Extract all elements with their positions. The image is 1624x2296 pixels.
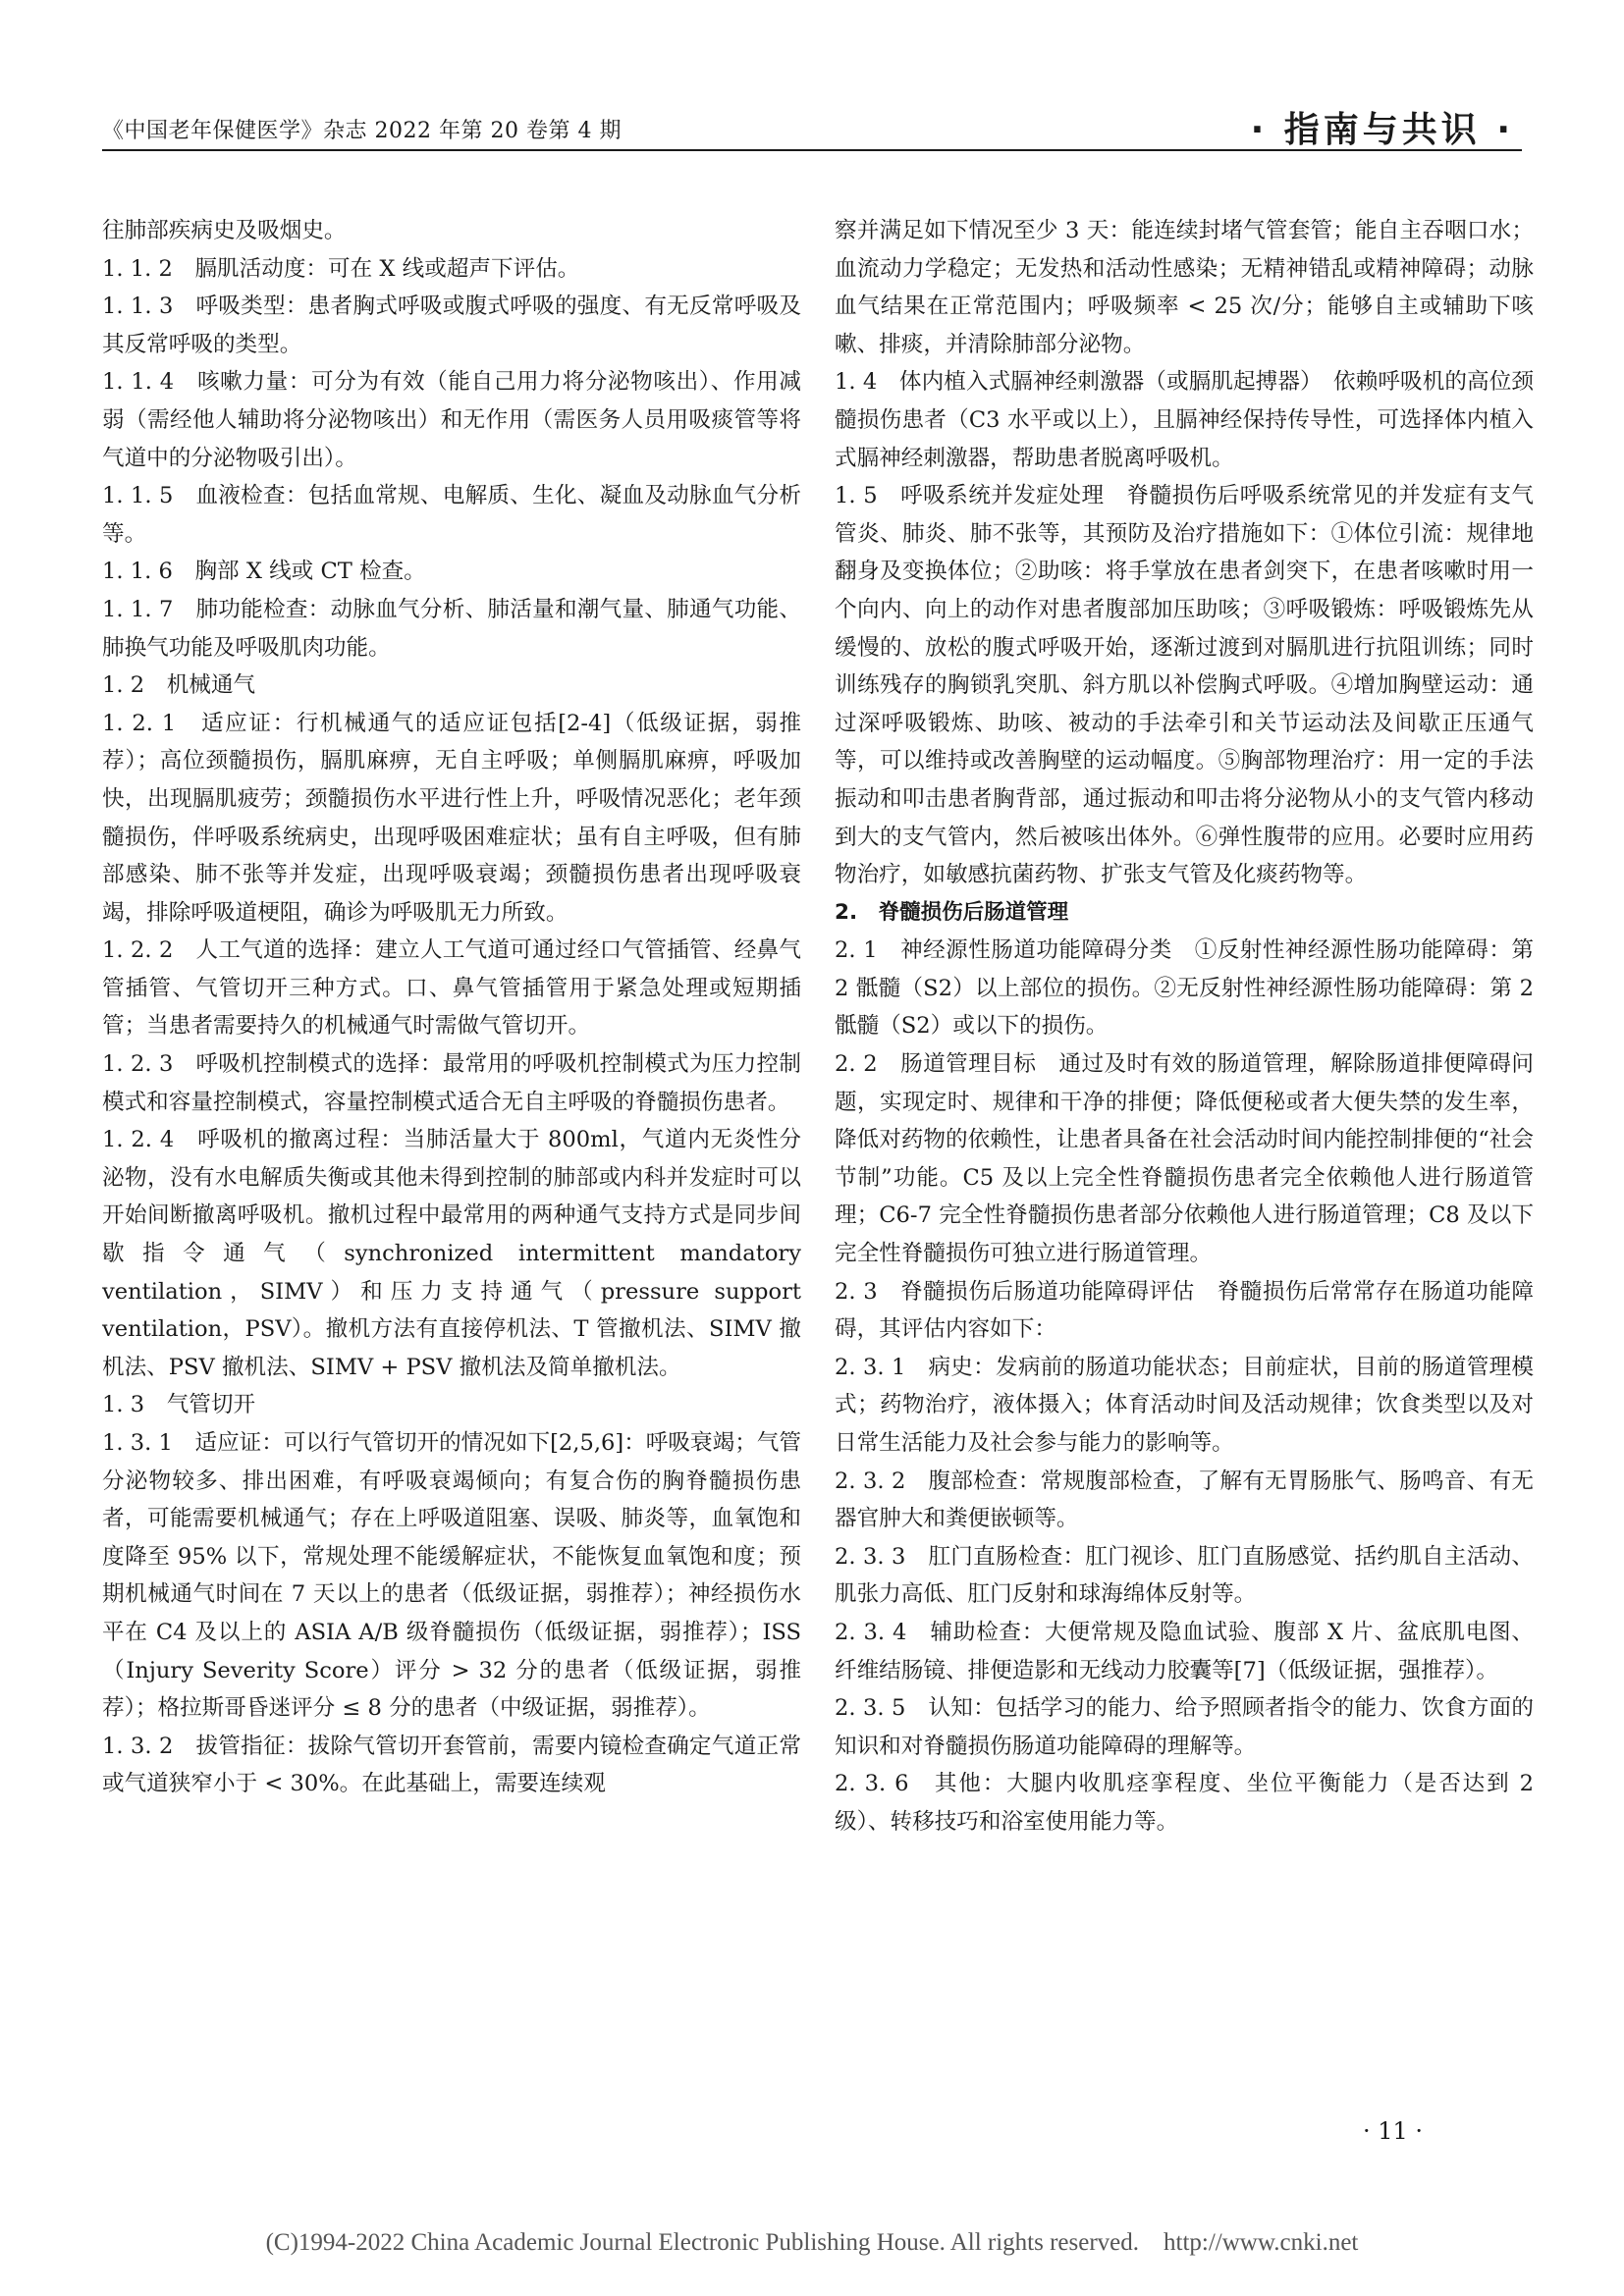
- paragraph: 1. 2. 1 适应证：行机械通气的适应证包括[2-4]（低级证据，弱推荐）；高位颈髓损伤，膈肌麻痹，无自主呼吸；单侧膈肌麻痹，呼吸加快，出现膈肌疲劳；颈髓损伤水平进行性上升，呼吸情况恶化；老年颈髓损伤，伴呼吸系统病史，出现呼吸困难症状；虽有自主呼吸，但有肺部感染、肺不张等并发症，出现呼吸衰竭；颈髓损伤患者出现呼吸衰竭，排除呼吸道梗阻，确诊为呼吸肌无力所致。: [102, 710, 801, 926]
- paragraph: 2. 3. 4 辅助检查：大便常规及隐血试验、腹部 X 片、盆底肌电图、纤维结肠镜、排便造影和无线动力胶囊等[7]（低级证据，强推荐）。: [835, 1619, 1534, 1683]
- paragraph: 2. 3. 1 病史：发病前的肠道功能状态；目前症状，目前的肠道管理模式；药物治疗，液体摄入；体育活动时间及活动规律；饮食类型以及对日常生活能力及社会参与能力的影响等。: [835, 1354, 1534, 1456]
- left-column: [102, 212, 801, 1803]
- copyright-line: (C)1994-2022 China Academic Journal Electronic Publishing House. All rights reserved. http://www.cnki.net: [265, 2229, 1359, 2256]
- subsection-heading: 1. 3 气管切开: [102, 1392, 256, 1418]
- paragraph: 1. 1. 2 膈肌活动度：可在 X 线或超声下评估。: [102, 255, 580, 282]
- paragraph: 2. 3. 6 其他：大腿内收肌痉挛程度、坐位平衡能力（是否达到 2 级）、转移技巧和浴室使用能力等。: [835, 1771, 1534, 1835]
- paragraph: 2. 3. 5 认知：包括学习的能力、给予照顾者指令的能力、饮食方面的知识和对脊髓损伤肠道功能障碍的理解等。: [835, 1695, 1534, 1759]
- paragraph: 1. 2. 3 呼吸机控制模式的选择：最常用的呼吸机控制模式为压力控制模式和容量控制模式，容量控制模式适合无自主呼吸的脊髓损伤患者。: [102, 1051, 801, 1115]
- paragraph: 1. 4 体内植入式膈神经刺激器（或膈肌起搏器） 依赖呼吸机的高位颈髓损伤患者（C3 水平或以上），且膈神经保持传导性，可选择体内植入式膈神经刺激器，帮助患者脱离呼吸机。: [835, 369, 1534, 471]
- paragraph: 2. 2 肠道管理目标 通过及时有效的肠道管理，解除肠道排便障碍问题，实现定时、规律和干净的排便；降低便秘或者大便失禁的发生率，降低对药物的依赖性，让患者具备在社会活动时间内能控制排便的“社会节制”功能。C5 及以上完全性脊髓损伤患者完全依赖他人进行肠道管理；C6-7 完全性脊髓损伤患者部分依赖他人进行肠道管理；C8 及以下完全性脊髓损伤可独立进行肠道管理。: [835, 1051, 1534, 1267]
- paragraph: 2. 3 脊髓损伤后肠道功能障碍评估 脊髓损伤后常常存在肠道功能障碍，其评估内容如下：: [835, 1278, 1534, 1343]
- paragraph: 1. 1. 6 胸部 X 线或 CT 检查。: [102, 559, 426, 585]
- paragraph: 察并满足如下情况至少 3 天：能连续封堵气管套管；能自主吞咽口水；血流动力学稳定；无发热和活动性感染；无精神错乱或精神障碍；动脉血气结果在正常范围内；呼吸频率 < 25 次/分；能够自主或辅助下咳嗽、排痰，并清除肺部分泌物。: [835, 218, 1534, 357]
- paragraph: 2. 3. 3 肛门直肠检查：肛门视诊、肛门直肠感觉、括约肌自主活动、肌张力高低、肛门反射和球海绵体反射等。: [835, 1543, 1534, 1608]
- paragraph: 2. 3. 2 腹部检查：常规腹部检查，了解有无胃肠胀气、肠鸣音、有无器官肿大和粪便嵌顿等。: [835, 1468, 1534, 1532]
- paragraph: 1. 2. 4 呼吸机的撤离过程：当肺活量大于 800ml，气道内无炎性分泌物，没有水电解质失衡或其他未得到控制的肺部或内科并发症时可以开始间断撤离呼吸机。撤机过程中最常用的两种通气支持方式是同步间歇指令通气（synchronized intermittent mandatory ventilation，SIMV）和压力支持通气（pressure support ventilation，PSV）。撤机方法有直接停机法、T 管撤机法、SIMV 撤机法、PSV 撤机法、SIMV + PSV 撤机法及简单撤机法。: [102, 1127, 801, 1380]
- subsection-heading: 1. 2 机械通气: [102, 672, 256, 699]
- paragraph: 1. 1. 5 血液检查：包括血常规、电解质、生化、凝血及动脉血气分析等。: [102, 483, 801, 547]
- paragraph: 1. 3. 2 拔管指征：拔除气管切开套管前，需要内镜检查确定气道正常或气道狭窄小于 < 30%。在此基础上，需要连续观: [102, 1733, 801, 1797]
- section-heading: 2. 脊髓损伤后肠道管理: [835, 899, 1069, 925]
- paragraph: 1. 1. 4 咳嗽力量：可分为有效（能自己用力将分泌物咳出）、作用减弱（需经他人辅助将分泌物咳出）和无作用（需医务人员用吸痰管等将气道中的分泌物吸引出）。: [102, 369, 801, 471]
- right-column: [835, 212, 1534, 1842]
- section-title: · 指南与共识 ·: [1250, 110, 1514, 150]
- paragraph: 1. 3. 1 适应证：可以行气管切开的情况如下[2,5,6]：呼吸衰竭；气管分泌物较多、排出困难，有呼吸衰竭倾向；有复合伤的胸脊髓损伤患者，可能需要机械通气；存在上呼吸道阻塞、误吸、肺炎等，血氧饱和度降至 95% 以下，常规处理不能缓解症状，不能恢复血氧饱和度；预期机械通气时间在 7 天以上的患者（低级证据，弱推荐）；神经损伤水平在 C4 及以上的 ASIA A/B 级脊髓损伤（低级证据，弱推荐）；ISS（Injury Severity Score）评分 > 32 分的患者（低级证据，弱推荐）；格拉斯哥昏迷评分 ≤ 8 分的患者（中级证据，弱推荐）。: [102, 1430, 801, 1722]
- page-header: [102, 110, 1522, 149]
- paragraph: 1. 5 呼吸系统并发症处理 脊髓损伤后呼吸系统常见的并发症有支气管炎、肺炎、肺不张等，其预防及治疗措施如下：①体位引流：规律地翻身及变换体位；②助咳：将手掌放在患者剑突下，在患者咳嗽时用一个向内、向上的动作对患者腹部加压助咳；③呼吸锻炼：呼吸锻炼先从缓慢的、放松的腹式呼吸开始，逐渐过渡到对膈肌进行抗阻训练；同时训练残存的胸锁乳突肌、斜方肌以补偿胸式呼吸。④增加胸壁运动：通过深呼吸锻炼、助咳、被动的手法牵引和关节运动法及间歇正压通气等，可以维持或改善胸壁的运动幅度。⑤胸部物理治疗：用一定的手法振动和叩击患者胸背部，通过振动和叩击将分泌物从小的支气管内移动到大的支气管内，然后被咳出体外。⑥弹性腹带的应用。必要时应用药物治疗，如敏感抗菌药物、扩张支气管及化痰药物等。: [835, 483, 1534, 888]
- page-number: · 11 ·: [1363, 2117, 1424, 2145]
- paragraph: 1. 1. 3 呼吸类型：患者胸式呼吸或腹式呼吸的强度、有无反常呼吸及其反常呼吸的类型。: [102, 294, 801, 357]
- paragraph: 2. 1 神经源性肠道功能障碍分类 ①反射性神经源性肠功能障碍：第 2 骶髓（S2）以上部位的损伤。②无反射性神经源性肠功能障碍：第 2 骶髓（S2）或以下的损伤。: [835, 937, 1534, 1040]
- paragraph: 往肺部疾病史及吸烟史。: [102, 218, 347, 243]
- paragraph: 1. 1. 7 肺功能检查：动脉血气分析、肺活量和潮气量、肺通气功能、肺换气功能及呼吸肌肉功能。: [102, 596, 801, 661]
- paragraph: 1. 2. 2 人工气道的选择：建立人工气道可通过经口气管插管、经鼻气管插管、气管切开三种方式。口、鼻气管插管用于紧急处理或短期插管；当患者需要持久的机械通气时需做气管切开。: [102, 937, 801, 1040]
- header-rule: [102, 149, 1522, 151]
- journal-title: 《中国老年保健医学》杂志 2022 年第 20 卷第 4 期: [102, 119, 622, 143]
